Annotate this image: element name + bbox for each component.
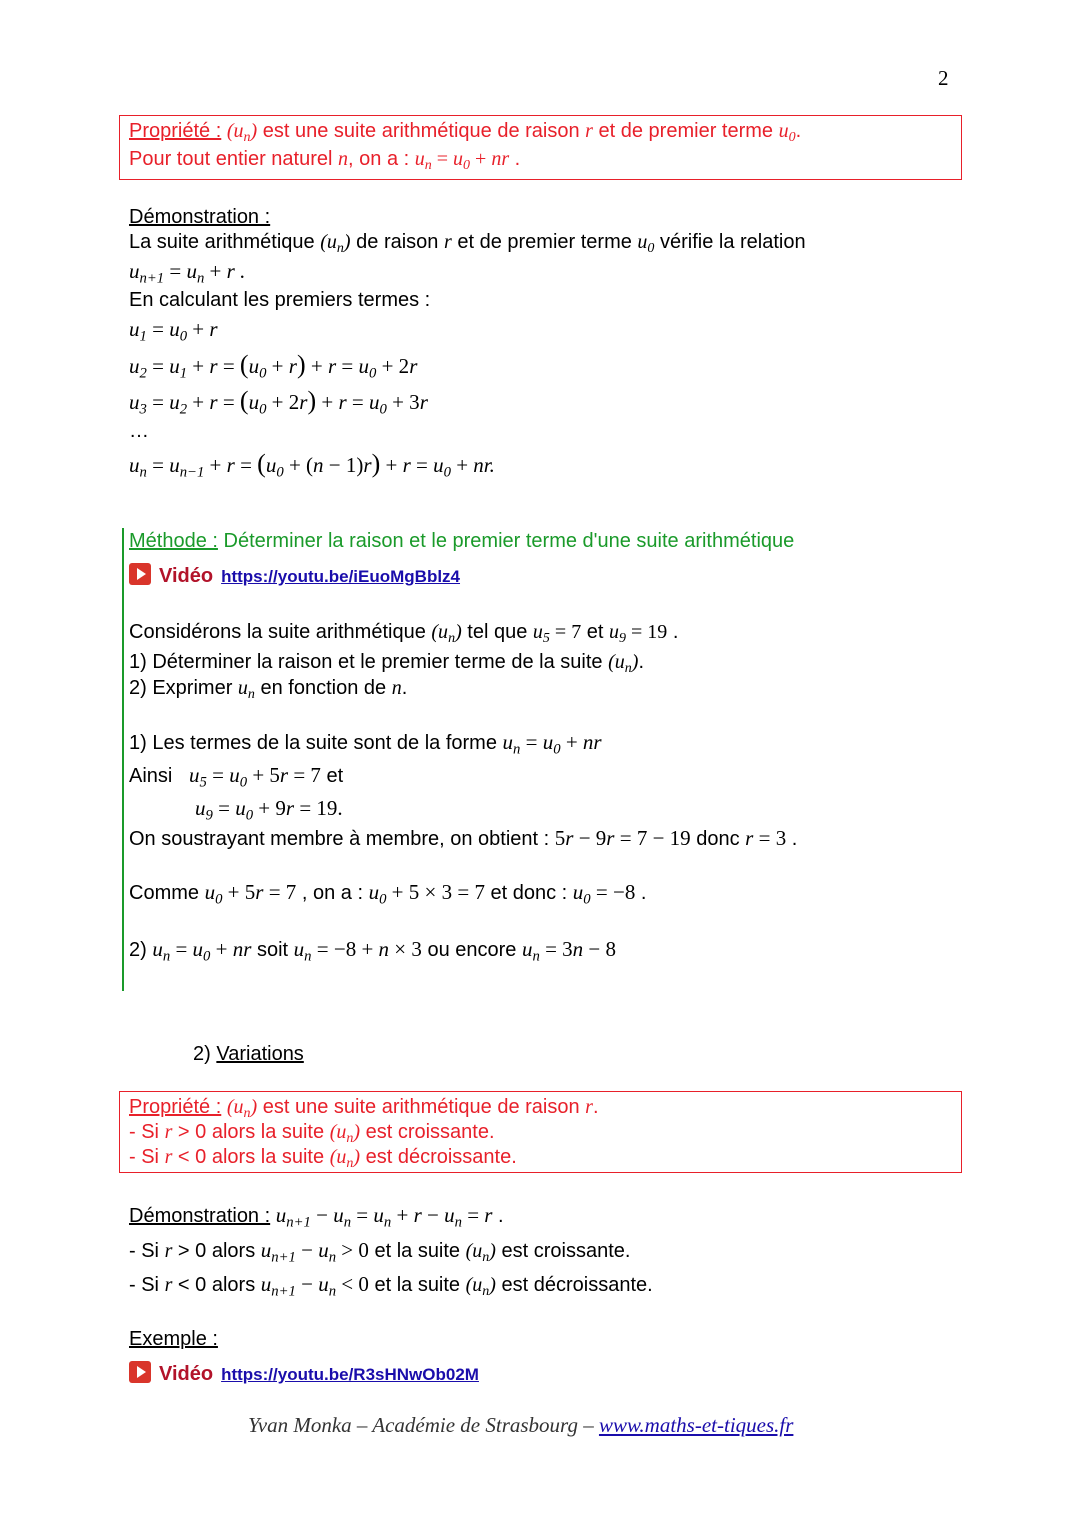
method-video-link[interactable]: https://youtu.be/iEuoMgBblz4 xyxy=(221,567,461,586)
property-2-line-3: - Si r < 0 alors la suite $(u_n)$ est décroissante. xyxy=(129,1146,517,1172)
demonstration-1-line-3: En calculant les premiers termes : xyxy=(129,289,431,311)
answer-1-line-1: 1) Les termes de la suite sont de la forme $u_n = u_0$ + nr xyxy=(129,730,602,758)
demonstration-2-line-2: - Si r < 0 alors $u_{n+1} - u_n < 0$ et la suite $(u_n)$ est décroissante. xyxy=(129,1272,653,1300)
page-number: 2 xyxy=(938,66,949,90)
play-icon[interactable] xyxy=(129,563,151,585)
footer: Yvan Monka – Académie de Strasbourg – www.maths-et-tiques.fr xyxy=(248,1413,794,1437)
answer-1-line-5: Comme $u_0 + 5r = 7$ , on a : $u_0 + 5 \times 3 = 7$ et donc : $u_0 = -8$ . xyxy=(129,880,647,908)
method-label: Méthode : xyxy=(129,530,218,552)
demonstration-1-line-1: La suite arithmétique $(u_n)$ de raison r et de premier terme $u_0$ vérifie la relation xyxy=(129,231,806,257)
answer-1-line-3: $u_9 = u_0 + 9r = 19$. xyxy=(195,796,343,824)
example-video xyxy=(129,1361,479,1386)
term-un: $u_n = u_{n-1} + r = (u_0 + (n - 1)r) + r = u_0$ + nr. xyxy=(129,449,495,481)
answer-1-line-2: Ainsi $u_5 = u_0 + 5r = 7$ et xyxy=(129,763,344,791)
recurrence-relation: $u_{n+1} = u_n + r$ . xyxy=(129,259,246,287)
method-question-1: 1) Déterminer la raison et le premier terme de la suite $(u_n)$. xyxy=(129,651,644,677)
method-title: Méthode : Déterminer la raison et le premier terme d'une suite arithmétique xyxy=(129,530,795,552)
property-2-line-1: Propriété : $(u_n)$ est une suite arithmétique de raison r. xyxy=(129,1096,599,1122)
method-bar xyxy=(122,528,124,991)
example-video-link[interactable]: https://youtu.be/R3sHNwOb02M xyxy=(221,1365,479,1384)
answer-1-line-4: On soustrayant membre à membre, on obtient : 5r − 9r = 7 − 19 donc r = 3 . xyxy=(129,826,798,850)
demonstration-2-line-0: Démonstration : $u_{n+1} - u_n = u_n + r - u_n = r$ . xyxy=(129,1203,504,1231)
demonstration-2-label: Démonstration : xyxy=(129,1205,271,1227)
term-u2: $u_2 = u_1 + r = (u_0 + r) + r = u_0 + 2r$ xyxy=(129,350,418,382)
property-2-line-2: - Si r > 0 alors la suite $(u_n)$ est croissante. xyxy=(129,1121,495,1147)
property-2-label: Propriété : xyxy=(129,1096,222,1118)
term-u1: $u_1 = u_0 + r$ xyxy=(129,317,218,345)
method-question-2: 2) Exprimer $u_n$ en fonction de n. xyxy=(129,677,408,703)
property-1-line-2: Pour tout entier naturel n, on a : $u_n = u_0$ + nr . xyxy=(129,148,521,174)
demonstration-2-line-1: - Si r > 0 alors $u_{n+1} - u_n > 0$ et la suite $(u_n)$ est croissante. xyxy=(129,1238,631,1266)
property-1-label: Propriété : xyxy=(129,120,222,142)
answer-2: 2) $u_n = u_0$ + nr soit $u_n = -8 + n \times 3$ ou encore $u_n = 3n - 8$ xyxy=(129,937,617,965)
method-video xyxy=(129,563,460,588)
section-2-heading: 2) Variations xyxy=(193,1043,304,1065)
property-1-line-1: Propriété : $(u_n)$ est une suite arithmétique de raison r et de premier terme $u_0$. xyxy=(129,120,802,146)
demonstration-1-label: Démonstration : xyxy=(129,206,271,228)
example-label: Exemple : xyxy=(129,1328,218,1350)
method-statement: Considérons la suite arithmétique $(u_n)$ tel que $u_5 = 7$ et $u_9 = 19$ . xyxy=(129,621,679,647)
footer-link[interactable]: www.maths-et-tiques.fr xyxy=(598,1413,794,1437)
video-label: Vidéo xyxy=(159,1363,214,1385)
video-label: Vidéo xyxy=(159,565,214,587)
term-u3: $u_3 = u_2 + r = (u_0 + 2r) + r = u_0 + 3r$ xyxy=(129,386,428,418)
ellipsis: … xyxy=(129,420,149,442)
play-icon[interactable] xyxy=(129,1361,151,1383)
